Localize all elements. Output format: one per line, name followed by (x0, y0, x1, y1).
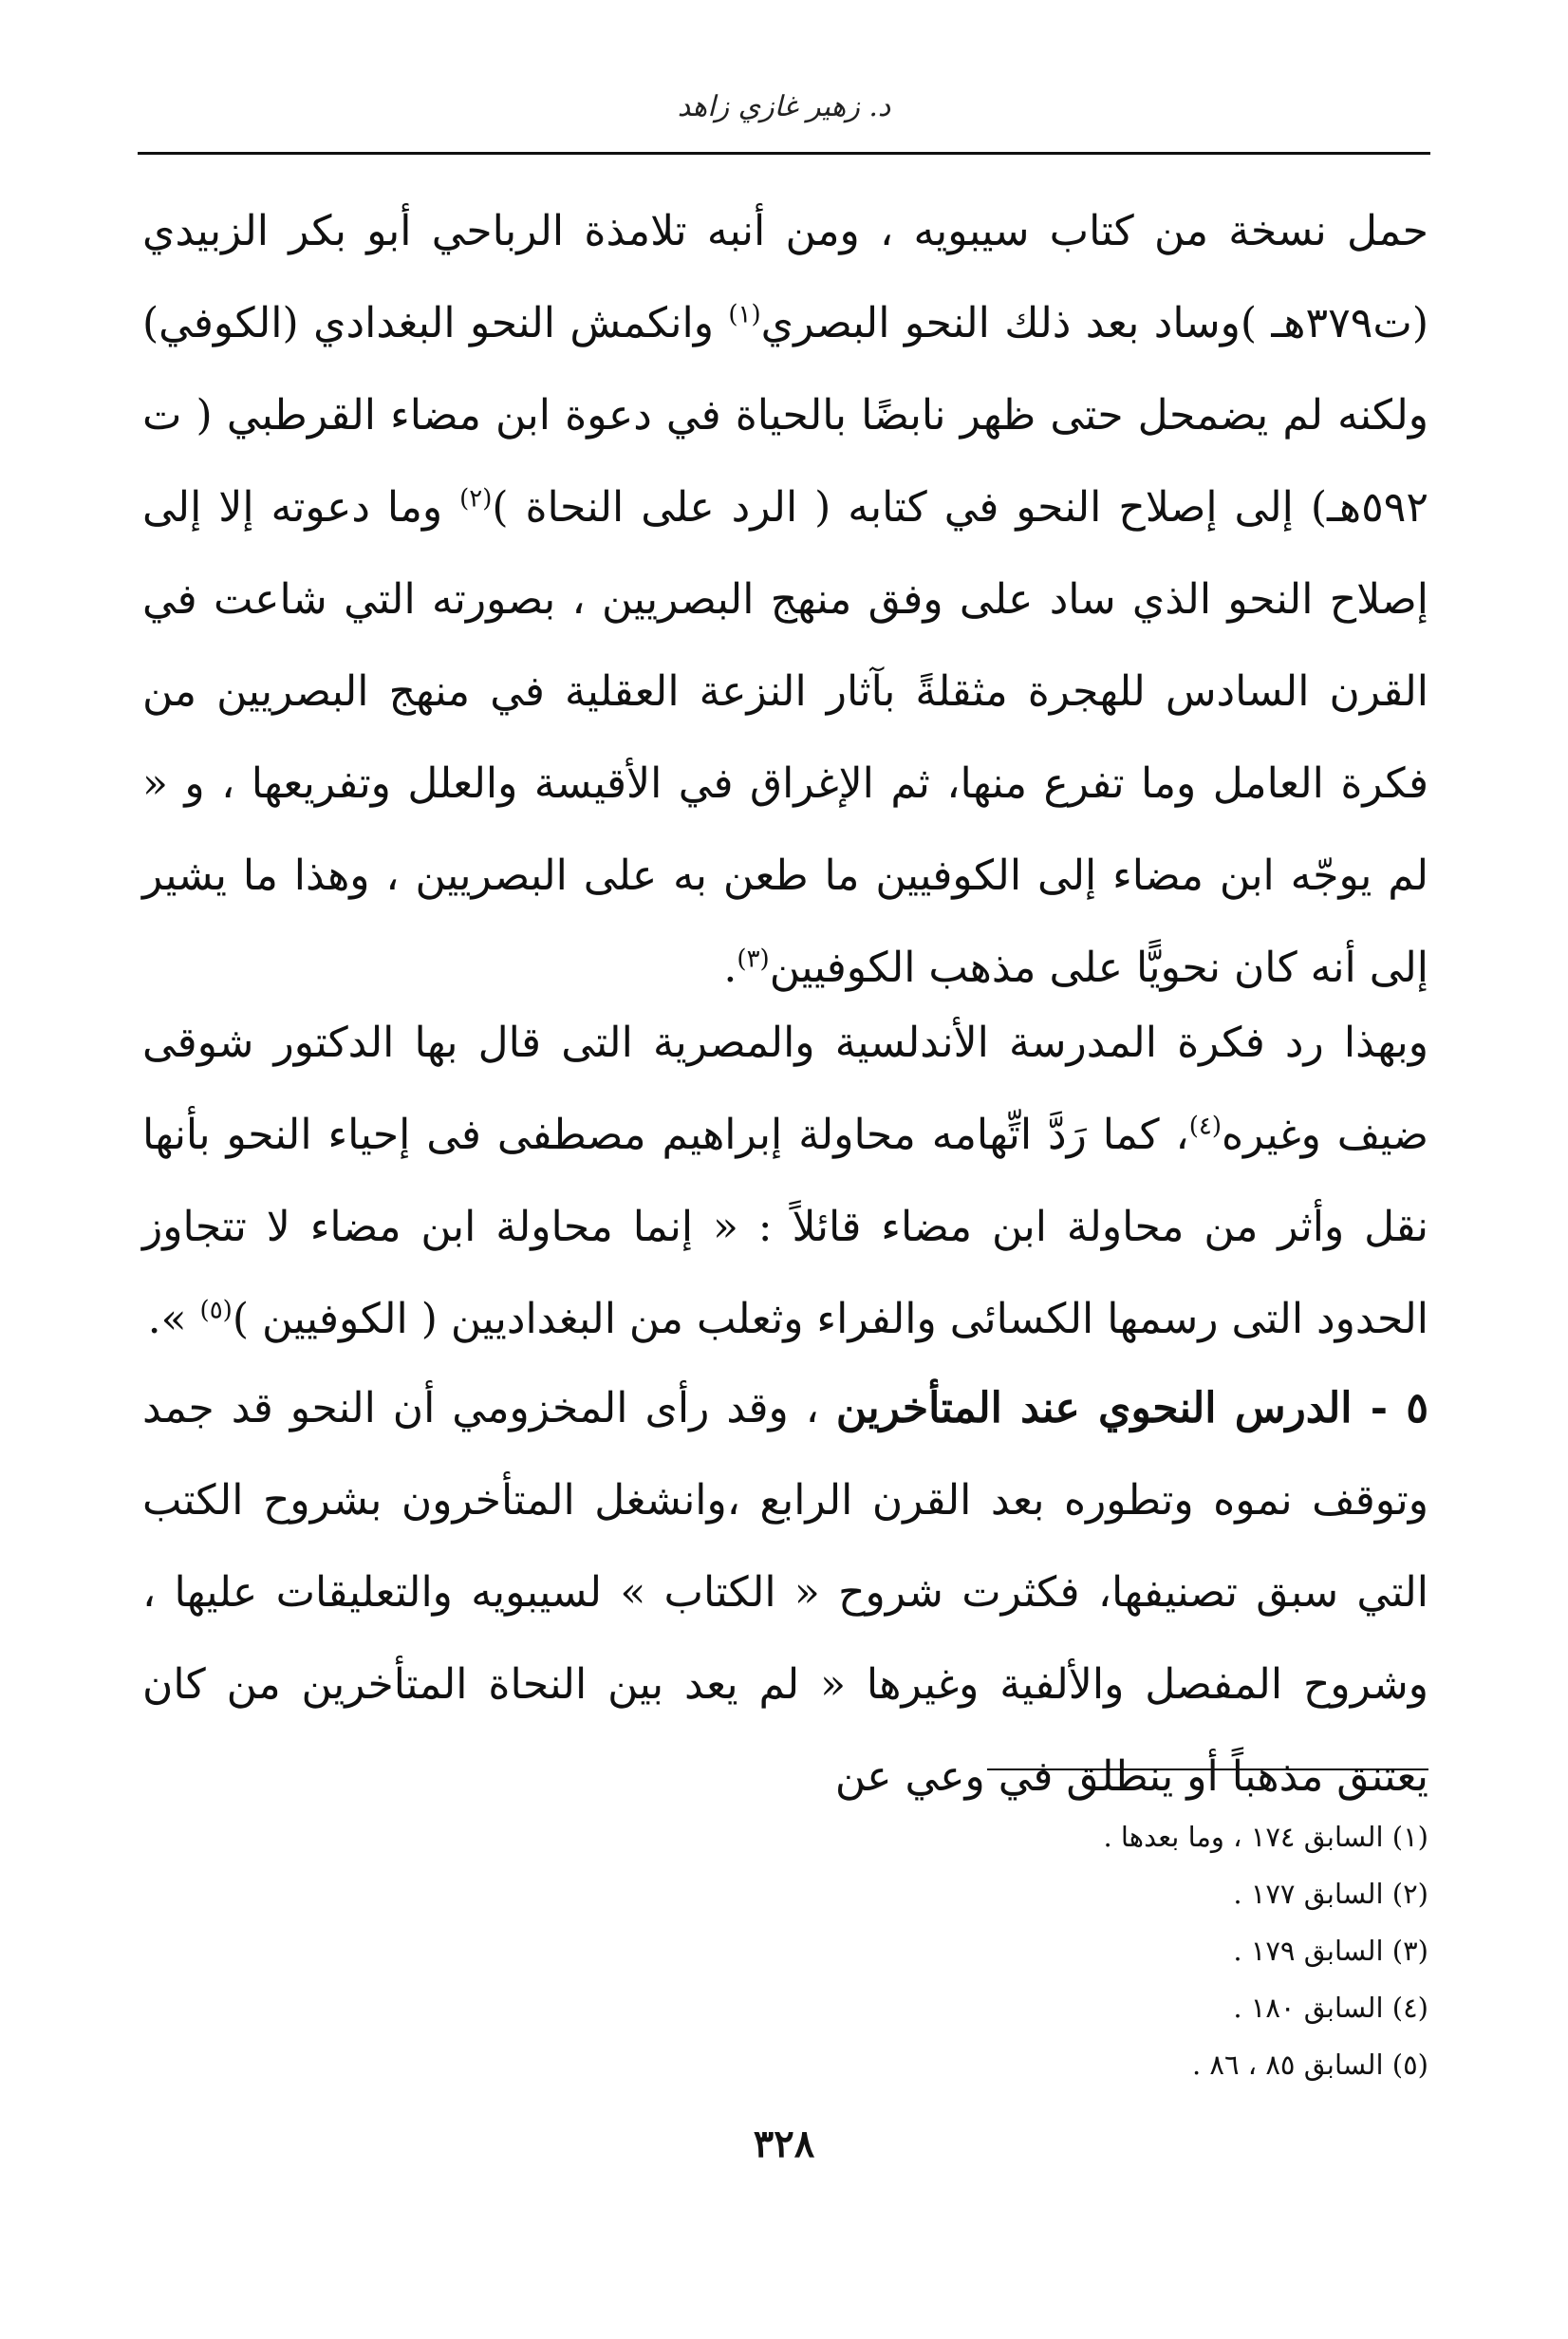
page-number: ٣٢٨ (753, 2122, 815, 2166)
footnote-separator (987, 1768, 1428, 1770)
footnote-ref-1: (١) (728, 300, 761, 329)
paragraph-1-text-a: حمل نسخة من كتاب سيبويه ، ومن أنبه تلامذة الرباحي أبو بكر الزبيدي (ت٣٧٩هـ )وساد بعد ذلك النحو البصري (142, 207, 1428, 347)
paragraph-3 (142, 1362, 1428, 1823)
section-heading: ٥ - الدرس النحوي عند المتأخرين (835, 1384, 1428, 1432)
running-head-author: د. زهير غازي زاهد (677, 90, 891, 123)
footnote-3: (٣) السابق ١٧٩ . (1233, 1935, 1428, 1967)
paragraph-2-text-b: ، كما رَدَّ اتِّهامه محاولة إبراهيم مصطفى فى إحياء النحو بأنها نقل وأثر من محاولة ابن مضاء قائلاً : « إنما محاولة ابن مضاء لا تتجاوز الحدود التى رسمها الكسائى والفراء وثعلب من البغداديين ( الكوفيين ) (142, 1111, 1428, 1343)
paragraph-1 (142, 185, 1428, 1014)
paragraph-2-text-a: وبهذا رد فكرة المدرسة الأندلسية والمصرية التى قال بها الدكتور شوقى ضيف وغيره (142, 1019, 1428, 1159)
paragraph-1-text-b: وانكمش النحو البغدادي (الكوفي) ولكنه لم يضمحل حتى ظهر نابضًا بالحياة في دعوة ابن مضاء القرطبي ( ت ٥٩٢هـ) إلى إصلاح النحو في كتابه ( الرد على النحاة ) (142, 299, 1428, 532)
footnote-2: (٢) السابق ١٧٧ . (1233, 1878, 1428, 1910)
header-rule (138, 152, 1430, 155)
footnote-1: (١) السابق ١٧٤ ، وما بعدها . (1103, 1821, 1428, 1853)
paragraph-1-text-d: . (723, 944, 737, 992)
footnotes-list (142, 1808, 1428, 2093)
footnote-ref-5: (٥) (199, 1296, 233, 1325)
footnote-ref-2: (٢) (459, 484, 493, 514)
footnote-ref-3: (٣) (737, 945, 770, 974)
footnote-ref-4: (٤) (1188, 1112, 1222, 1141)
footnote-4: (٤) السابق ١٨٠ . (1233, 1992, 1428, 2024)
paragraph-1-text-c: وما دعوته إلا إلى إصلاح النحو الذي ساد على وفق منهج البصريين ، بصورته التي شاعت في القرن السادس للهجرة مثقلةً بآثار النزعة العقلية في منهج البصريين من فكرة العامل وما تفرع منها، ثم الإغراق في الأقيسة والعلل وتفريعها ، و « لم يوجّه ابن مضاء إلى الكوفيين ما طعن به على البصريين ، وهذا ما يشير إلى أنه كان نحويًّا على مذهب الكوفيين (142, 483, 1428, 992)
footnote-5: (٥) السابق ٨٥ ، ٨٦ . (1191, 2049, 1428, 2081)
paragraph-2 (142, 997, 1428, 1365)
paragraph-3-text: ، وقد رأى المخزومي أن النحو قد جمد وتوقف نموه وتطوره بعد القرن الرابع ،وانشغل المتأخرون بشروح الكتب التي سبق تصنيفها، فكثرت شروح « الكتاب » لسيبويه والتعليقات عليها ، وشروح المفصل والألفية وغيرها « لم يعد بين النحاة المتأخرين من كان يعتنق مذهباً أو ينطلق في وعي عن (142, 1384, 1428, 1801)
paragraph-2-text-c: ». (147, 1295, 200, 1343)
